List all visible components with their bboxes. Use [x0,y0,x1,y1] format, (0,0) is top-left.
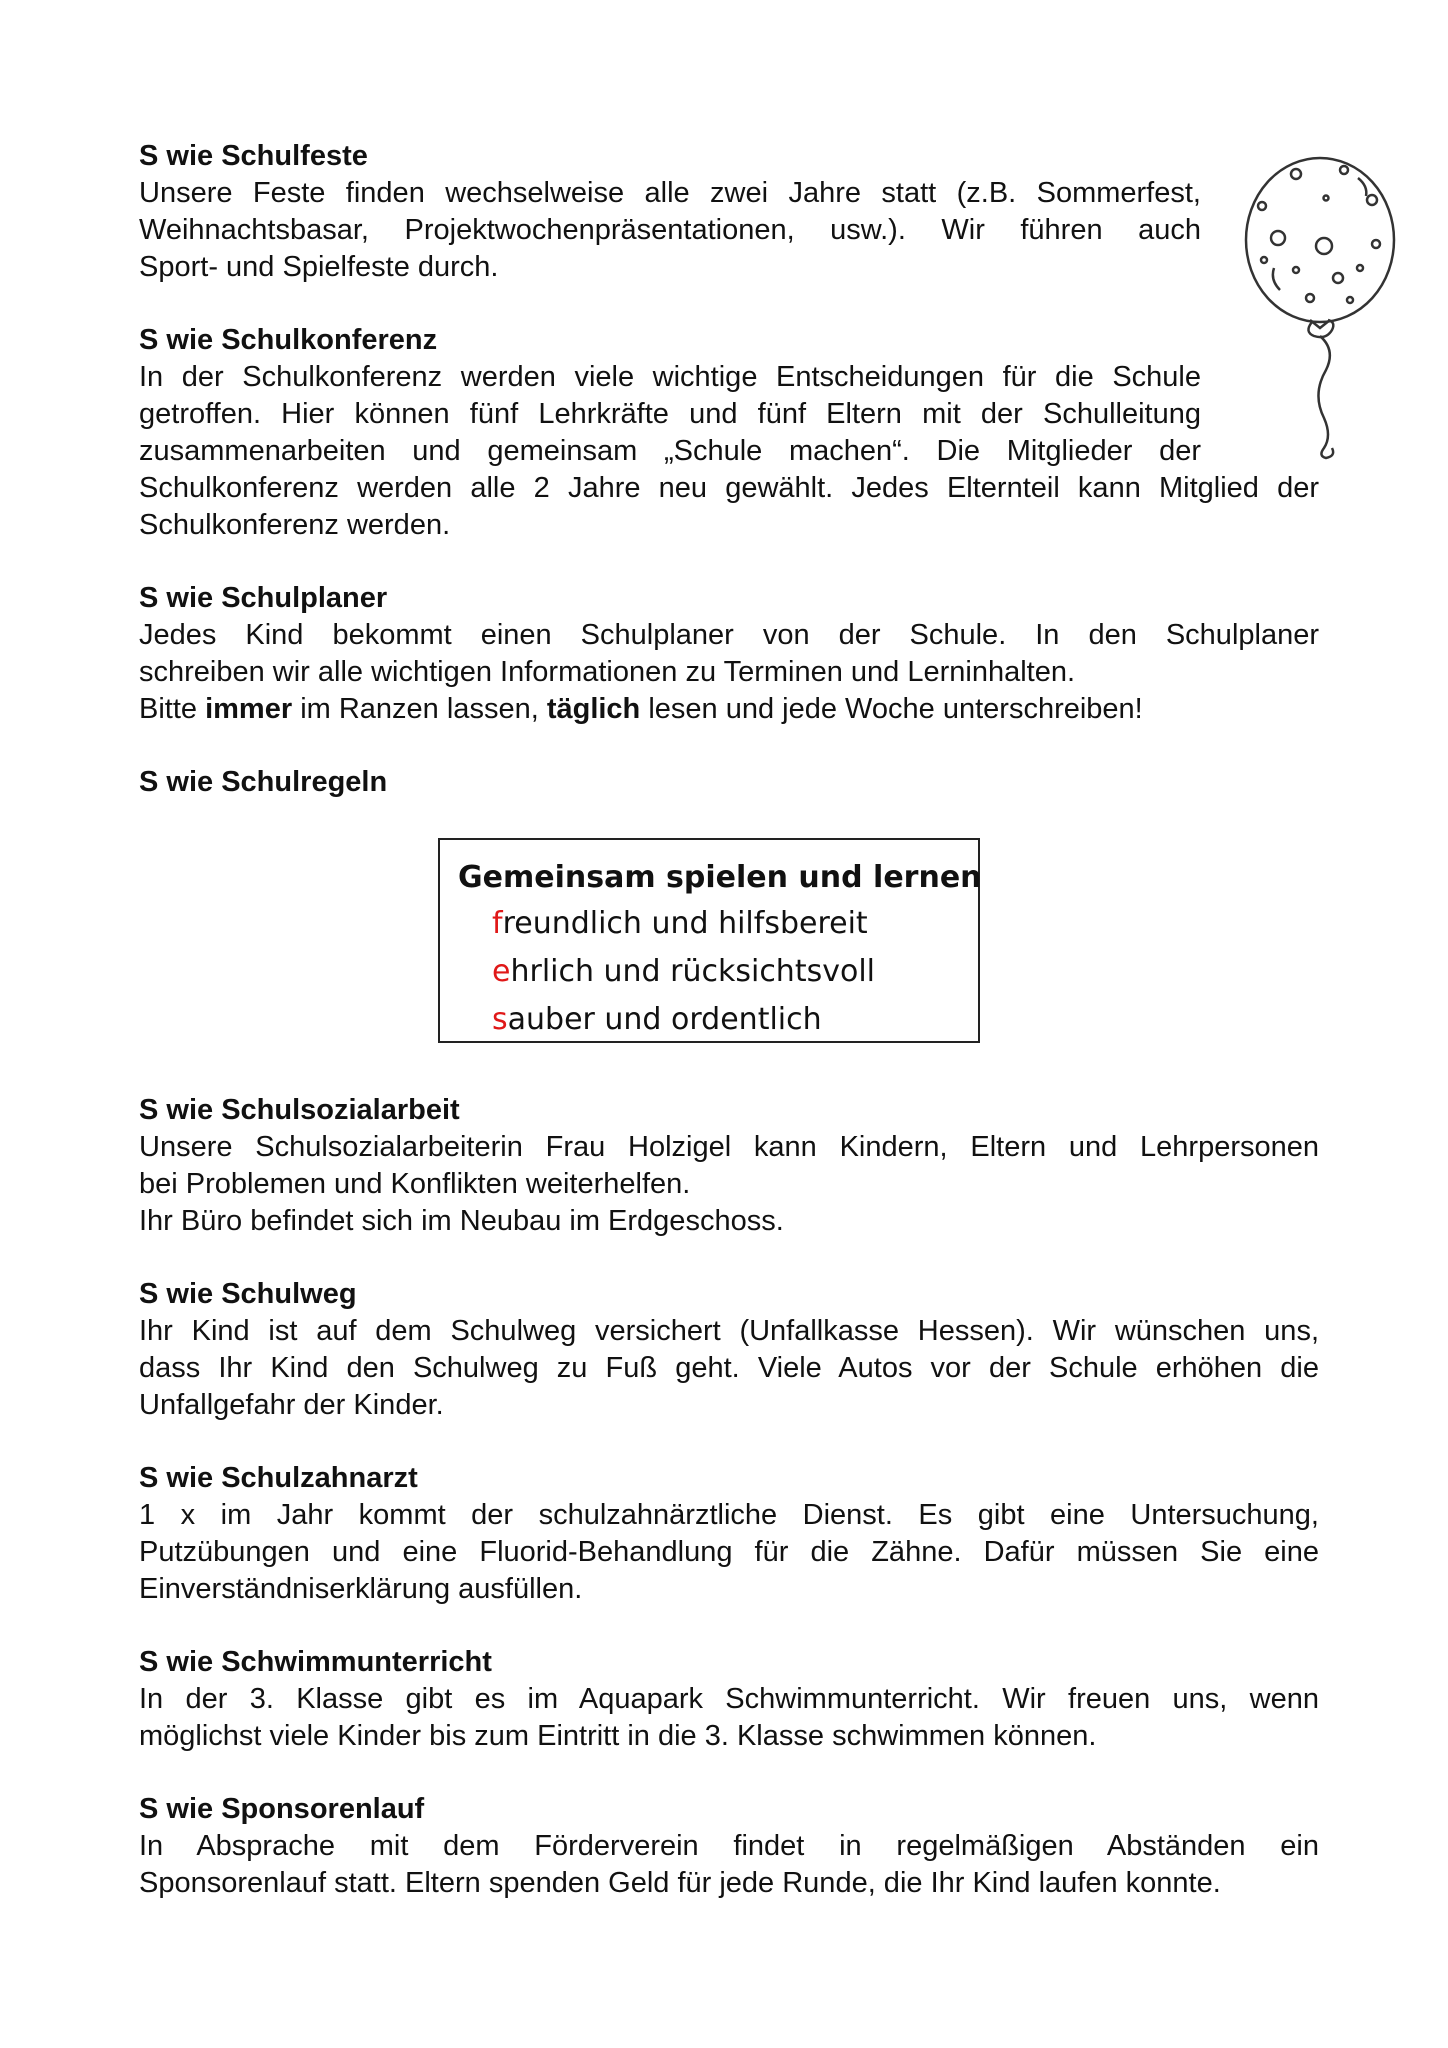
section-schulfeste [139,138,1319,286]
section-schulzahnarzt [139,1460,1319,1608]
rule-item: ehrlich und rücksichtsvoll [492,954,875,989]
emphasis-immer: immer [205,693,293,725]
rule-initial: s [492,1002,508,1037]
emphasis-taeglich: täglich [546,693,641,725]
text-line: Unfallgefahr der Kinder. [139,1389,444,1421]
section-schulweg [139,1276,1319,1424]
document-body-lower [139,1092,1319,1902]
section-title: S wie Schulregeln [139,766,388,798]
text-line: möglichst viele Kinder bis zum Eintritt in die 3. Klasse schwimmen können. [139,1720,1097,1752]
section-title: S wie Schulplaner [139,582,388,614]
text-line: Sport- und Spielfeste durch. [139,251,499,283]
section-title: S wie Schwimmunterricht [139,1646,492,1678]
section-sponsorenlauf [139,1791,1319,1902]
text-line: Schulkonferenz werden alle 2 Jahre neu gewählt. Jedes Elternteil kann Mitglied der [139,472,1319,504]
text-line: In der Schulkonferenz werden viele wichtige Entscheidungen für die Schule [139,361,1201,393]
section-title: S wie Schulweg [139,1278,357,1310]
rules-heading: Gemeinsam spielen und lernen [458,860,982,895]
text-line: Weihnachtsbasar, Projektwochenpräsentationen, usw.). Wir führen auch [139,214,1201,246]
text-line: Ihr Büro befindet sich im Neubau im Erdgeschoss. [139,1205,784,1237]
section-title: S wie Schulsozialarbeit [139,1094,460,1126]
section-schulplaner [139,580,1319,728]
text-line: zusammenarbeiten und gemeinsam „Schule machen“. Die Mitglieder der [139,435,1201,467]
balloon-icon [1240,150,1400,480]
text-line: Unsere Schulsozialarbeiterin Frau Holzigel kann Kindern, Eltern und Lehrpersonen [139,1131,1319,1163]
section-schulkonferenz [139,322,1319,544]
rule-item: sauber und ordentlich [492,1002,822,1037]
text-line: schreiben wir alle wichtigen Informationen zu Terminen und Lerninhalten. [139,656,1076,688]
section-title: S wie Schulzahnarzt [139,1462,418,1494]
rule-item: freundlich und hilfsbereit [492,906,868,941]
section-title: S wie Schulkonferenz [139,324,438,356]
text-line: getroffen. Hier können fünf Lehrkräfte und fünf Eltern mit der Schulleitung [139,398,1201,430]
text-line: Putzübungen und eine Fluorid-Behandlung für die Zähne. Dafür müssen Sie eine [139,1536,1319,1568]
text-line: Jedes Kind bekommt einen Schulplaner von der Schule. In den Schulplaner [139,619,1319,651]
school-rules-box [438,838,980,1043]
section-schwimmunterricht [139,1644,1319,1755]
text-line: Bitte immer im Ranzen lassen, täglich lesen und jede Woche unterschreiben! [139,693,1143,725]
text-line: dass Ihr Kind den Schulweg zu Fuß geht. Viele Autos vor der Schule erhöhen die [139,1352,1319,1384]
text-line: In Absprache mit dem Förderverein findet in regelmäßigen Abständen ein [139,1830,1319,1862]
document-body [139,138,1319,801]
section-title: S wie Schulfeste [139,140,368,172]
section-title: S wie Sponsorenlauf [139,1793,425,1825]
section-schulsozialarbeit [139,1092,1319,1240]
text-line: Schulkonferenz werden. [139,509,451,541]
text-line: 1 x im Jahr kommt der schulzahnärztliche Dienst. Es gibt eine Untersuchung, [139,1499,1319,1531]
rule-initial: f [492,906,503,941]
text-line: Einverständniserklärung ausfüllen. [139,1573,583,1605]
rule-initial: e [492,954,511,989]
section-schulregeln [139,764,1319,801]
text-line: bei Problemen und Konflikten weiterhelfen. [139,1168,691,1200]
text-line: Sponsorenlauf statt. Eltern spenden Geld für jede Runde, die Ihr Kind laufen konnte. [139,1867,1221,1899]
text-line: Unsere Feste finden wechselweise alle zwei Jahre statt (z.B. Sommerfest, [139,177,1201,209]
text-line: In der 3. Klasse gibt es im Aquapark Schwimmunterricht. Wir freuen uns, wenn [139,1683,1319,1715]
text-line: Ihr Kind ist auf dem Schulweg versichert (Unfallkasse Hessen). Wir wünschen uns, [139,1315,1319,1347]
